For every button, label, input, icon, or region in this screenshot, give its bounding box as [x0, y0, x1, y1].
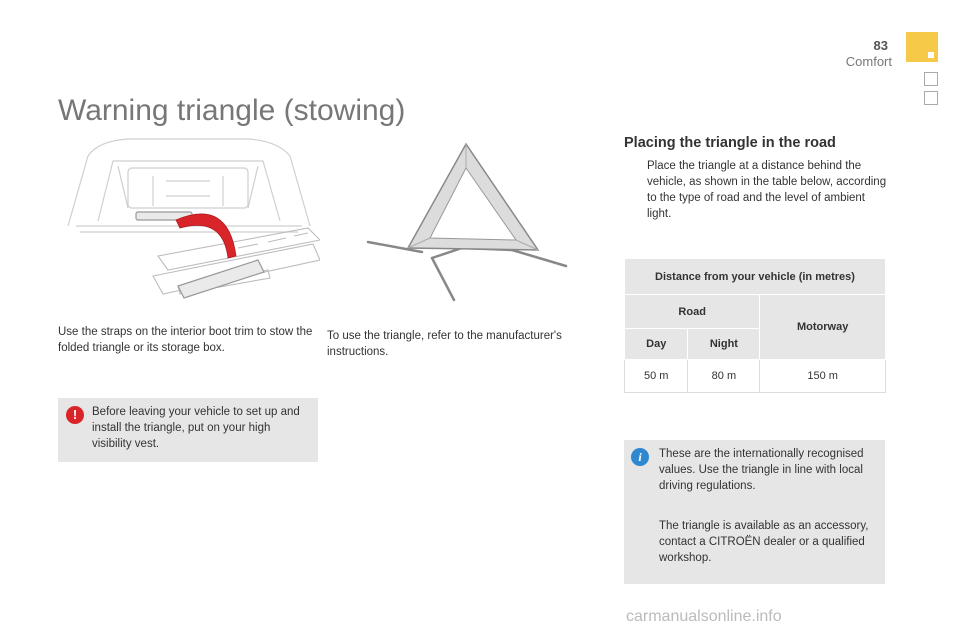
day-value: 50 m: [625, 360, 688, 393]
warning-callout: [58, 398, 318, 462]
day-header: Day: [625, 329, 688, 360]
boot-stowing-illustration: [58, 136, 320, 314]
night-header: Night: [688, 329, 760, 360]
stow-instructions: Use the straps on the interior boot trim to stow the folded triangle or its storage box.: [58, 326, 313, 354]
section-heading: Placing the triangle in the road: [624, 135, 836, 151]
warning-text: Before leaving your vehicle to set up and install the triangle, put on your high visibility vest.: [92, 406, 300, 450]
info-callout: [624, 440, 885, 584]
page-title: Warning triangle (stowing): [58, 94, 406, 127]
warning-triangle-illustration: [362, 140, 574, 308]
watermark: carmanualsonline.info: [626, 608, 782, 625]
distance-table: [624, 258, 886, 393]
chapter-tab[interactable]: [906, 32, 938, 62]
chapter-name: Comfort: [845, 54, 892, 69]
info-icon: i: [631, 448, 649, 466]
info-text: These are the internationally recognised values. Use the triangle in line with local driving regulations.: [659, 448, 864, 492]
motorway-value: 150 m: [760, 360, 886, 393]
night-value: 80 m: [688, 360, 760, 393]
tab-marker: [928, 52, 934, 58]
chapter-tab-empty[interactable]: [924, 72, 938, 86]
exclamation-icon: !: [66, 406, 84, 424]
accessory-text: The triangle is available as an accessory, contact a CITROËN dealer or a qualified workshop.: [659, 520, 869, 564]
page-number: 83: [873, 38, 888, 53]
table-header: Distance from your vehicle (in metres): [625, 259, 886, 295]
usage-instructions: To use the triangle, refer to the manufacturer's instructions.: [327, 330, 562, 358]
bullet-text: Place the triangle at a distance behind the vehicle, as shown in the table below, according to the type of road and the level of ambient light.: [647, 160, 887, 220]
motorway-header: Motorway: [760, 295, 886, 360]
road-header: Road: [625, 295, 760, 329]
chapter-tab-empty[interactable]: [924, 91, 938, 105]
